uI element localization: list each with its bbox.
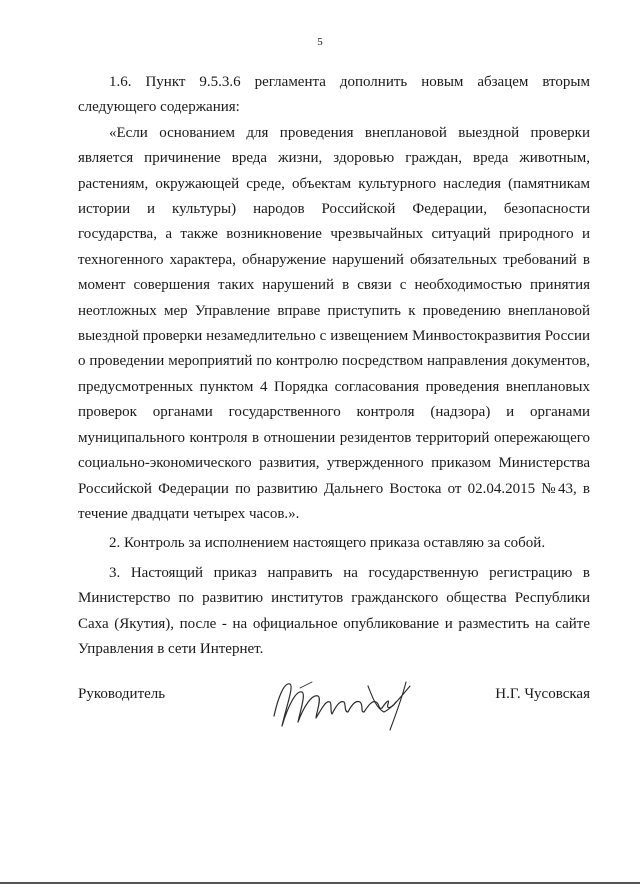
paragraph-1-6: 1.6. Пункт 9.5.3.6 регламента дополнить новым абзацем вторым следующего содержания: (78, 74, 590, 116)
document-body (78, 70, 590, 662)
signer-title: Руководитель (78, 686, 166, 702)
scan-bottom-edge (0, 882, 640, 884)
paragraph-2-control: 2. Контроль за исполнением настоящего приказа оставляю за собой. (109, 535, 546, 552)
page-number: 5 (317, 36, 323, 48)
handwritten-signature (260, 668, 430, 738)
signature-block (78, 682, 590, 742)
paragraph-quoted-amendment: «Если основанием для проведения внеплановой выездной проверки является причинение вреда жизни, здоровью граждан, вреда животным, растениям, окружающей среде, объектам культурного наследия (памятникам истории и культуры) народов Российской Федерации, безопасности государства, а также возникновение чрезвычайных ситуаций природного и техногенного характера, обнаружение нарушений обязательных требований в момент совершения таких нарушений в связи с необходимостью принятия неотложных мер Управление вправе приступить к проведению внеплановой выездной проверки незамедлительно с извещением Минвостокразвития России о проведении мероприятий по контролю посредством направления документов, предусмотренных пунктом 4 Порядка согласования проведения внеплановых проверок органами государственного контроля (надзора) и органами муниципального контроля в отношении резидентов территорий опережающего социально-экономического развития, утвержденного приказом Министерства Российской Федерации по развитию Дальнего Востока от 02.04.2015 №43, в течение двадцати четырех часов.». (78, 124, 590, 522)
paragraph-3-registration: 3. Настоящий приказ направить на государственную регистрацию в Министерство по развитию институтов гражданского общества Республики Саха (Якутия), после - на официальное опубликование и разместить на сайте Управления в сети Интернет. (78, 564, 590, 657)
signer-name: Н.Г. Чусовская (495, 686, 590, 702)
